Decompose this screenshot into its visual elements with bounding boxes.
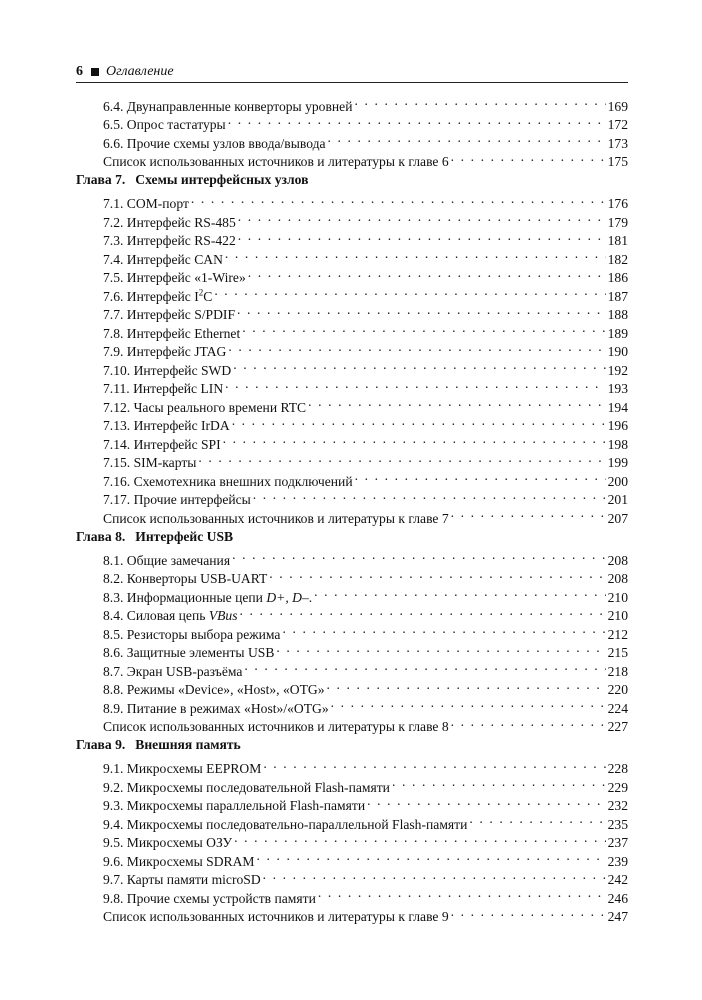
toc-entry[interactable]: 9.3. Микросхемы параллельной Flash-памяти . . . 232 [76,792,628,811]
toc-entry[interactable]: 7.6. Интерфейс $I^2C$ . . . 187 [76,282,628,301]
toc-entry[interactable]: 6.6. Прочие схемы узлов ввода/вывода . . . 173 [76,129,628,148]
toc-entry[interactable]: 7.4. Интерфейс CAN . . . 182 [76,245,628,264]
toc-entry[interactable]: 8.5. Резисторы выбора режима . . . 212 [76,620,628,639]
toc-entry[interactable]: 7.7. Интерфейс S/PDIF . . . 188 [76,301,628,320]
page-number: 6 [76,64,83,79]
toc-entry[interactable]: 9.8. Прочие схемы устройств памяти . . . 246 [76,884,628,903]
running-title: Оглавление [106,64,174,79]
toc-entry[interactable]: 7.12. Часы реального времени RTC . . . 194 [76,393,628,412]
toc-entry[interactable]: 9.7. Карты памяти microSD . . . 242 [76,866,628,885]
toc-entry[interactable]: 7.8. Интерфейс Ethernet . . . 189 [76,319,628,338]
toc-entry[interactable]: 6.4. Двунаправленные конверторы уровней . . . 169 [76,92,628,111]
square-bullet-icon [91,68,99,76]
toc-entry[interactable]: 9.1. Микросхемы EEPROM . . . 228 [76,755,628,774]
toc-entry[interactable]: 7.10. Интерфейс SWD . . . 192 [76,356,628,375]
toc-entry[interactable]: 8.8. Режимы «Device», «Host», «OTG» . . . 220 [76,676,628,695]
toc-entry[interactable]: 8.4. Силовая цепь VBus . . . 210 [76,602,628,621]
toc-entry-literature[interactable]: Список использованных источников и литературы к главе 6 . . . 175 [76,148,628,167]
toc-entry[interactable]: 8.6. Защитные элементы USB . . . 215 [76,639,628,658]
toc-entry[interactable]: 8.3. Информационные цепи D+, D–. . . . 210 [76,583,628,602]
toc-entry[interactable]: 6.5. Опрос тастатуры . . . 172 [76,111,628,130]
toc-entry-literature[interactable]: Список использованных источников и литературы к главе 7 . . . 207 [76,504,628,523]
toc-entry[interactable]: 7.2. Интерфейс RS-485 . . . 179 [76,208,628,227]
page-header [76,61,628,83]
toc-entry[interactable]: 7.15. SIM-карты . . . 199 [76,449,628,468]
toc-entry-literature[interactable]: Список использованных источников и литературы к главе 8 . . . 227 [76,713,628,732]
toc-entry[interactable]: 7.3. Интерфейс RS-422 . . . 181 [76,227,628,246]
chapter-heading[interactable]: Глава 8. Интерфейс USB [76,528,234,544]
toc-entry[interactable]: 9.6. Микросхемы SDRAM . . . 239 [76,847,628,866]
toc-entry[interactable]: 9.5. Микросхемы ОЗУ . . . 237 [76,829,628,848]
toc-entry[interactable]: 8.2. Конверторы USB-UART . . . 208 [76,565,628,584]
toc-entry[interactable]: 7.16. Схемотехника внешних подключений . . . 200 [76,467,628,486]
toc-entry[interactable]: 7.5. Интерфейс «1-Wire» . . . 186 [76,264,628,283]
toc-entry[interactable]: 8.7. Экран USB-разъёма . . . 218 [76,657,628,676]
toc-entry[interactable]: 9.4. Микросхемы последовательно-параллельной Flash-памяти . . . 235 [76,810,628,829]
table-of-contents [76,92,628,924]
toc-entry-literature[interactable]: Список использованных источников и литературы к главе 9 . . . 247 [76,903,628,922]
toc-entry[interactable]: 8.1. Общие замечания . . . 208 [76,546,628,565]
chapter-heading[interactable]: Глава 7. Схемы интерфейсных узлов [76,172,309,187]
toc-entry[interactable]: 7.9. Интерфейс JTAG . . . 190 [76,338,628,357]
toc-entry[interactable]: 9.2. Микросхемы последовательной Flash-памяти . . . 229 [76,773,628,792]
toc-entry[interactable]: 7.11. Интерфейс LIN . . . 193 [76,375,628,394]
toc-entry[interactable]: 7.13. Интерфейс IrDA . . . 196 [76,412,628,431]
toc-entry[interactable]: 8.9. Питание в режимах «Host»/«OTG» . . . 224 [76,694,628,713]
toc-entry[interactable]: 7.1. COM-порт . . . 176 [76,190,628,209]
chapter-heading[interactable]: Глава 9. Внешняя память [76,737,241,752]
toc-entry[interactable]: 7.17. Прочие интерфейсы . . . 201 [76,486,628,505]
toc-entry[interactable]: 7.14. Интерфейс SPI . . . 198 [76,430,628,449]
